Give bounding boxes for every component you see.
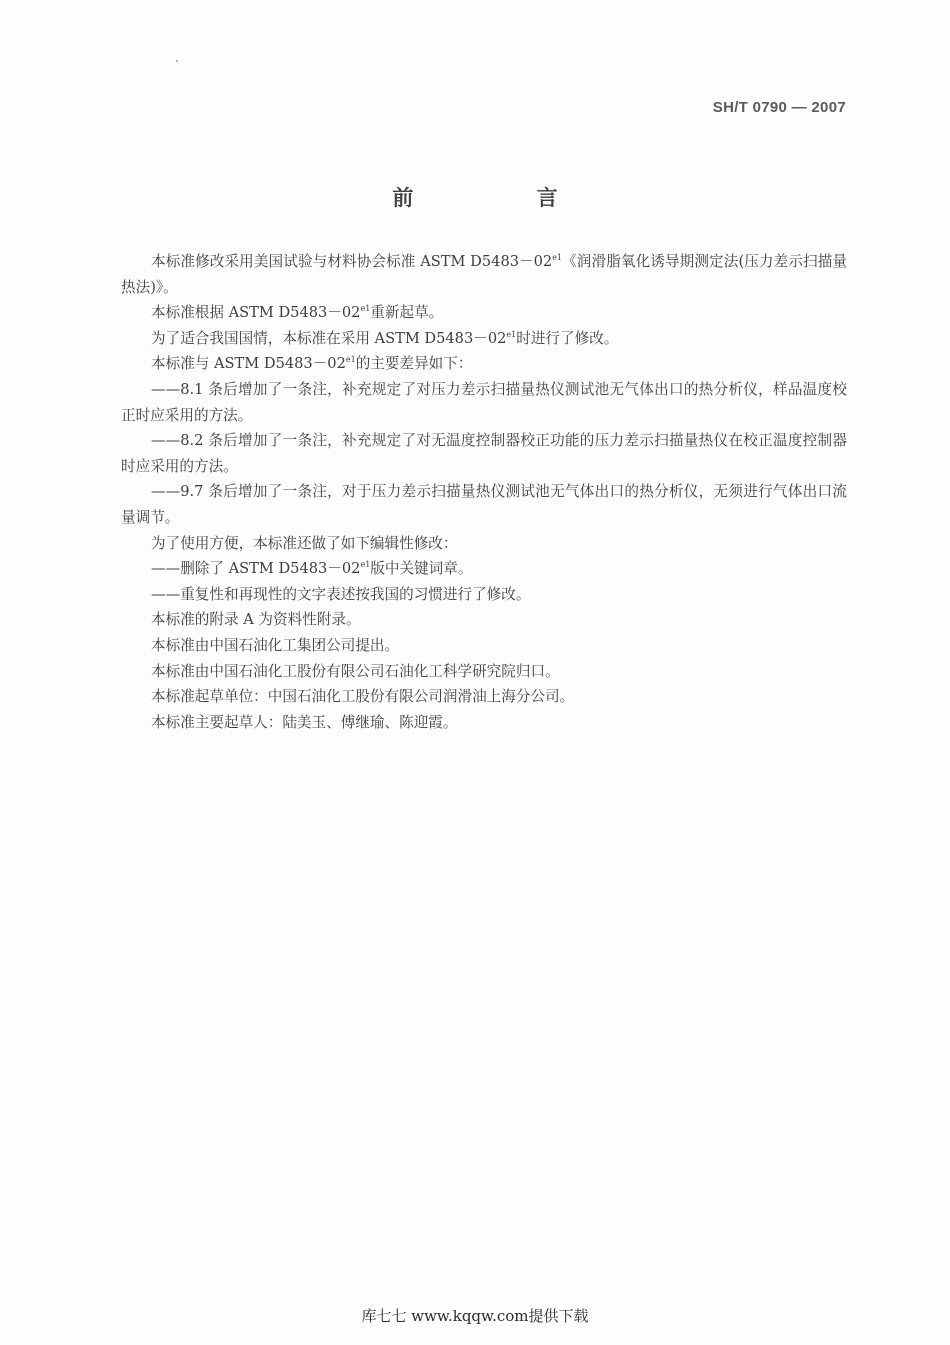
paragraph: 本标准的附录 A 为资料性附录。 — [151, 611, 361, 629]
paragraph: 本标准由中国石油化工集团公司提出。 — [151, 636, 400, 654]
list-item: ——8.1 条后增加了一条注，补充规定了对压力差示扫描量热仪测试池无气体出口的热分析仪，样品温度校正时应采用的方法。 — [121, 380, 847, 424]
foreword-body — [121, 249, 847, 735]
list-item: ——9.7 条后增加了一条注，对于压力差示扫描量热仪测试池无气体出口的热分析仪，无须进行气体出口流量调节。 — [121, 483, 847, 526]
paragraph: 为了适合我国国情，本标准在采用 ASTM $D5483-02^{e1}$时进行了修改。 — [151, 329, 619, 347]
paragraph: 本标准根据 ASTM $D5483-02^{e1}$重新起草。 — [151, 304, 444, 322]
scan-speck — [176, 60, 178, 62]
list-item: ——删除了 ASTM $D5483-02^{e1}$版中关键词章。 — [151, 560, 473, 578]
paragraph: 为了使用方便，本标准还做了如下编辑性修改： — [151, 534, 458, 552]
paragraph: 本标准主要起草人：陆美玉、傅继瑜、陈迎霞。 — [151, 713, 458, 731]
download-footer: 库七七 www.kqqw.com提供下载 — [361, 1307, 589, 1325]
paragraph: 本标准与 ASTM $D5483-02^{e1}$的主要差异如下： — [151, 355, 473, 373]
paragraph: 本标准修改采用美国试验与材料协会标准 ASTM $D5483-02^{e1}$《润滑脂氧化诱导期测定法(压力差示扫描量热法)》。 — [121, 253, 847, 296]
list-item: ——8.2 条后增加了一条注，补充规定了对无温度控制器校正功能的压力差示扫描量热仪在校正温度控制器时应采用的方法。 — [121, 432, 847, 475]
paragraph: 本标准起草单位：中国石油化工股份有限公司润滑油上海分公司。 — [151, 688, 575, 706]
list-item: ——重复性和再现性的文字表述按我国的习惯进行了修改。 — [151, 585, 531, 603]
page-title: 前 言 — [392, 186, 616, 210]
standard-code: SH/T 0790 — 2007 — [712, 99, 846, 116]
paragraph: 本标准由中国石油化工股份有限公司石油化工科学研究院归口。 — [151, 662, 560, 680]
